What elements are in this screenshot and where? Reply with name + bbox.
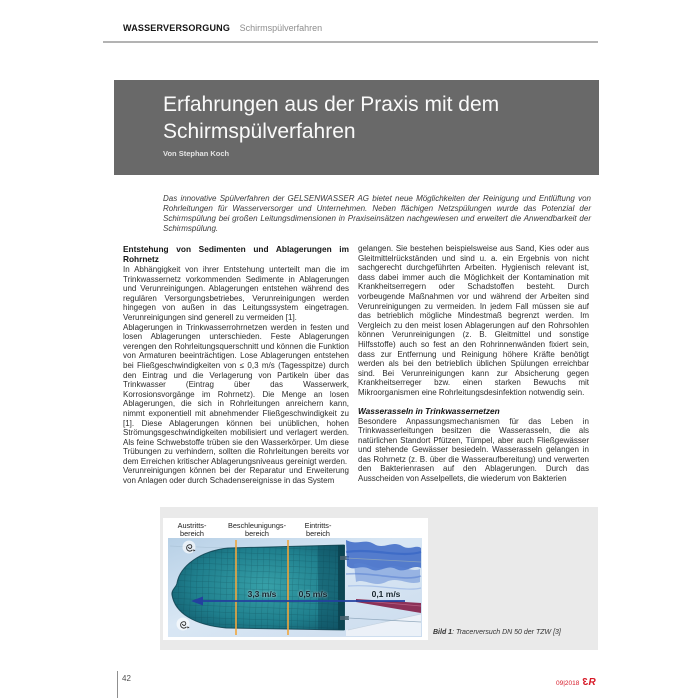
body-paragraph: Ablagerungen in Trinkwasserrohrnetzen werden in festen und losen Ablagerungen unterschieden. Feste Ablagerungen verengen den Rohrleitungsquerschnitt und können die Funktion von Armaturen beeinträchtigen. Lose Ablagerungen entstehen bei Fließgeschwindigkeiten von ≤ 0,3 m/s (Tagesspitze) durch den Eintrag und die Verlagerung von Partikeln über das Trinkwasser (Eintrag über das Wasserwerk, Korrosionsvorgänge im Rohrnetz). Die Menge an losen Ablagerungen, die sich in Rohrleitungen anreichern kann, nimmt exponentiell mit abnehmender Fließgeschwindigkeit zu [1]. Diese Ablagerungen können bei unüblichen, hohen Strömungsgeschwindigkeiten mobilisiert und verlagert werden. Als feine Schwebstoffe trüben sie den Wasserkörper. Um diese Trübungen zu verhindern, sollten die Rohrleitungen bereits vor dem Erreichen kritischer Ablagerungsniveaus gereinigt werden. bbox=[123, 322, 349, 466]
title-block bbox=[114, 80, 599, 175]
vortex-swirl-icon-bottom bbox=[177, 618, 190, 631]
body-column-right bbox=[358, 244, 589, 484]
brand-logo-3r: 3R bbox=[583, 677, 596, 688]
body-column-left bbox=[123, 244, 349, 486]
zone-label-inlet: Eintritts- bereich bbox=[304, 521, 332, 538]
subsection-heading: Wasserasseln in Trinkwassernetzen bbox=[358, 405, 500, 416]
zone-label-acceleration: Beschleunigungs- bereich bbox=[227, 521, 287, 538]
figure-image-card bbox=[163, 518, 428, 640]
issue-label: 09|2018 bbox=[556, 680, 580, 687]
header-topic: Schirmspülverfahren bbox=[239, 23, 323, 33]
figure-caption-label: Bild 1 bbox=[433, 629, 453, 636]
speed-label-inlet: 0,1 m/s bbox=[371, 589, 401, 599]
footer-issue-row bbox=[556, 677, 595, 688]
page-number: 42 bbox=[122, 674, 131, 683]
figure-panel bbox=[160, 507, 598, 650]
footer-divider bbox=[117, 671, 118, 698]
header-kicker: WASSERVERSORGUNG bbox=[123, 23, 231, 33]
body-paragraph: Besondere Anpassungsmechanismen für das Leben in Trinkwasserleitungen besitzen die Wasserasseln, die als natürlichen Standort Pfützen, Tümpel, aber auch Fließgewässer und stehende Gewässer besiedeln. Wasserasseln gelangen in das Rohrnetz (z. B. über die Wasseraufbereitung) und verwerten den Bakterienrasen auf den Ablagerungen. Durch das Ausscheiden von Asselpellets, die wiederum von Bakterien bbox=[358, 416, 589, 484]
figure-caption bbox=[433, 629, 593, 636]
body-paragraph: Verunreinigungen können bei der Reparatur und Erweiterung von Anlagen oder durch Schadensereignisse in das System bbox=[123, 466, 349, 486]
body-paragraph: In Abhängigkeit von ihrer Entstehung unterteilt man die im Trinkwassernetz vorkommenden Sedimente in Ablagerungen und Verunreinigungen. Ablagerungen entstehen während des regulären Versorgungsbetriebes, Verunreinigungen werden hingegen von außen in das Leitungssystem eingetragen. Verunreinigungen sind generell zu vermeiden [1]. bbox=[123, 265, 349, 322]
body-paragraph: gelangen. Sie bestehen beispielsweise aus Sand, Kies oder aus Gleitmittelrückständen und sind u. a. ein Ergebnis von nicht sachgerecht durchgeführten Arbeiten. Hygienisch relevant ist, dass dabei immer auch die Möglichkeit der Kontamination mit Krankheitserregern oder Schadstoffen besteht. Durch vorbeugende Maßnahmen vor und während der Arbeiten sind Verunreinigungen zu vermeiden. In jedem Fall müssen sie auf das betrieblich mögliche Mindestmaß begrenzt werden. Im Vergleich zu den meist losen Ablagerungen auf den Rohrsohlen können Verunreinigungen (z. B. Gleitmittel und sonstige Hilfsstoffe) auch so fest an den Rohrinnenwänden fixiert sein, dass zur Entfernung und Reinigung höhere Kräfte benötigt werden als bei den betrieblich üblichen Spülungen erreichbar sind. Bei Verunreinigungen kann zur Absicherung gegen Krankheitserreger bzw. einen starken Bewuchs mit Mikroorganismen eine Rohrleitungsdesinfektion notwendig sein. bbox=[358, 244, 589, 397]
header-kicker-row bbox=[123, 23, 322, 33]
intro-paragraph: Das innovative Spülverfahren der GELSENWASSER AG bietet neue Möglichkeiten der Reinigung und Entlüftung von Rohrleitungen für Wasserversorger und Unternehmen. Neben flächigen Netzspülungen wurde das Potenzial der Schirmspülung bei großen Leitungsdimensionen in Praxiseinsätzen nachgewiesen und erweitert die Anwendbarkeit der Schirmspülung. bbox=[163, 194, 591, 233]
speed-label-acceleration: 0,5 m/s bbox=[298, 589, 328, 599]
byline: Von Stephan Koch bbox=[163, 149, 230, 158]
section-heading: Entstehung von Sedimenten und Ablagerungen im Rohrnetz bbox=[123, 244, 349, 264]
tracer-test-photo bbox=[168, 538, 422, 637]
vortex-swirl-icon-top bbox=[183, 541, 196, 554]
page-title: Erfahrungen aus der Praxis mit dem Schirmspülverfahren bbox=[163, 93, 500, 143]
zone-label-outlet: Austritts- bereich bbox=[177, 521, 207, 538]
header-divider bbox=[103, 41, 598, 43]
figure-caption-text: : Tracerversuch DN 50 der TZW [3] bbox=[452, 629, 561, 636]
speed-label-exit: 3,3 m/s bbox=[247, 589, 277, 599]
